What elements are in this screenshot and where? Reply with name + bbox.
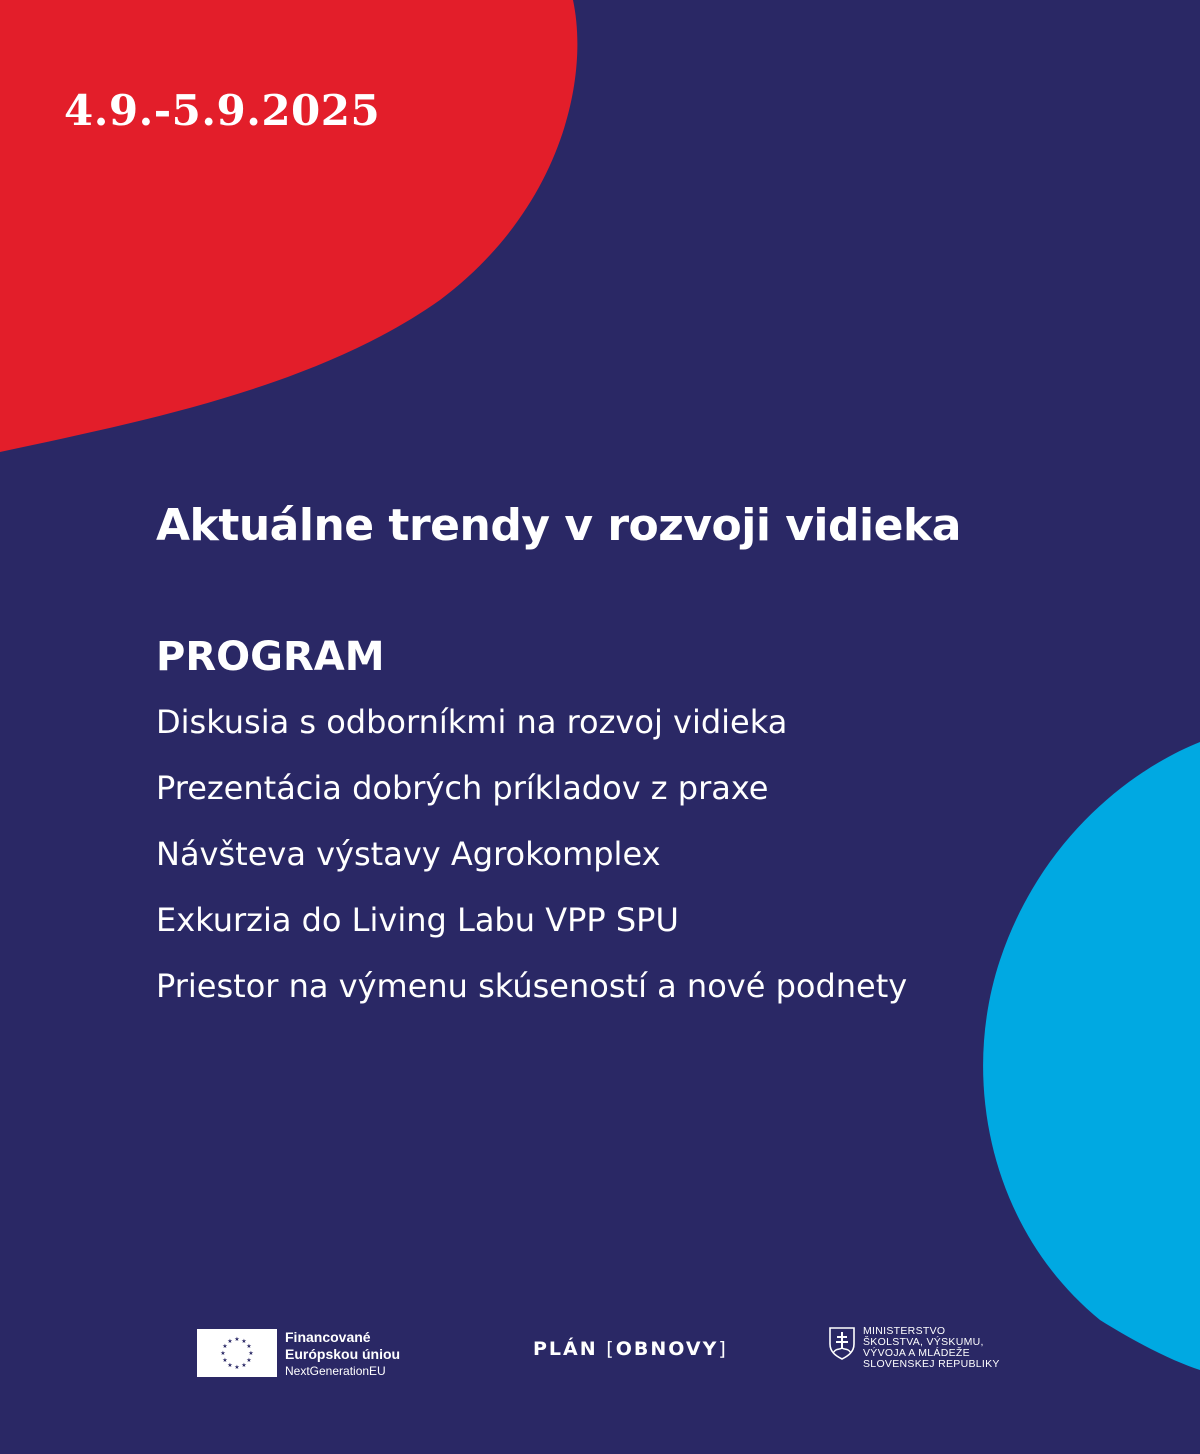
svg-text:★: ★ [248,1350,254,1357]
ministry-line-2: ŠKOLSTVA, VÝSKUMU, [863,1336,984,1348]
eu-flag-icon [197,1329,277,1377]
bracket-left-icon: [ [606,1338,616,1360]
program-heading: PROGRAM [156,634,385,680]
svg-text:★: ★ [220,1350,226,1357]
svg-text:★: ★ [222,1343,228,1350]
slovak-coat-of-arms-icon [828,1326,856,1360]
ministry-line-1: MINISTERSTVO [863,1325,946,1337]
program-item: Prezentácia dobrých príkladov z praxe [156,769,769,807]
bracket-right-icon: ] [718,1338,728,1360]
program-list [156,700,907,1030]
obnovy-word: OBNOVY [615,1338,719,1360]
red-blob [0,0,577,452]
svg-text:★: ★ [246,1343,252,1350]
blue-blob [983,742,1200,1370]
plan-word: PLÁN [533,1338,598,1360]
svg-text:★: ★ [222,1357,228,1364]
ministry-logo [828,1326,1000,1370]
ministry-text [863,1326,1000,1370]
eu-funding-text [285,1329,400,1380]
eu-line-1: Financované [285,1329,371,1345]
svg-text:★: ★ [234,1364,240,1371]
svg-text:★: ★ [241,1362,247,1369]
program-item: Diskusia s odborníkmi na rozvoj vidieka [156,703,788,741]
event-date: 4.9.-5.9.2025 [64,86,381,135]
footer-logos [0,1326,1200,1386]
program-item: Návšteva výstavy Agrokomplex [156,835,661,873]
eu-line-3: NextGenerationEU [285,1364,386,1378]
event-title: Aktuálne trendy v rozvoji vidieka [156,500,961,551]
eu-line-2: Európskou úniou [285,1346,401,1362]
program-item: Exkurzia do Living Labu VPP SPU [156,901,679,939]
svg-text:★: ★ [227,1362,233,1369]
plan-obnovy-logo [533,1338,728,1360]
program-item: Priestor na výmenu skúseností a nové podnety [156,967,908,1005]
svg-text:★: ★ [234,1336,240,1343]
eu-funding-logo [197,1329,400,1380]
ministry-line-4: SLOVENSKEJ REPUBLIKY [863,1358,1000,1370]
ministry-line-3: VÝVOJA A MLÁDEŽE [863,1347,970,1359]
svg-text:★: ★ [241,1338,247,1345]
svg-text:★: ★ [227,1338,233,1345]
svg-text:★: ★ [246,1357,252,1364]
